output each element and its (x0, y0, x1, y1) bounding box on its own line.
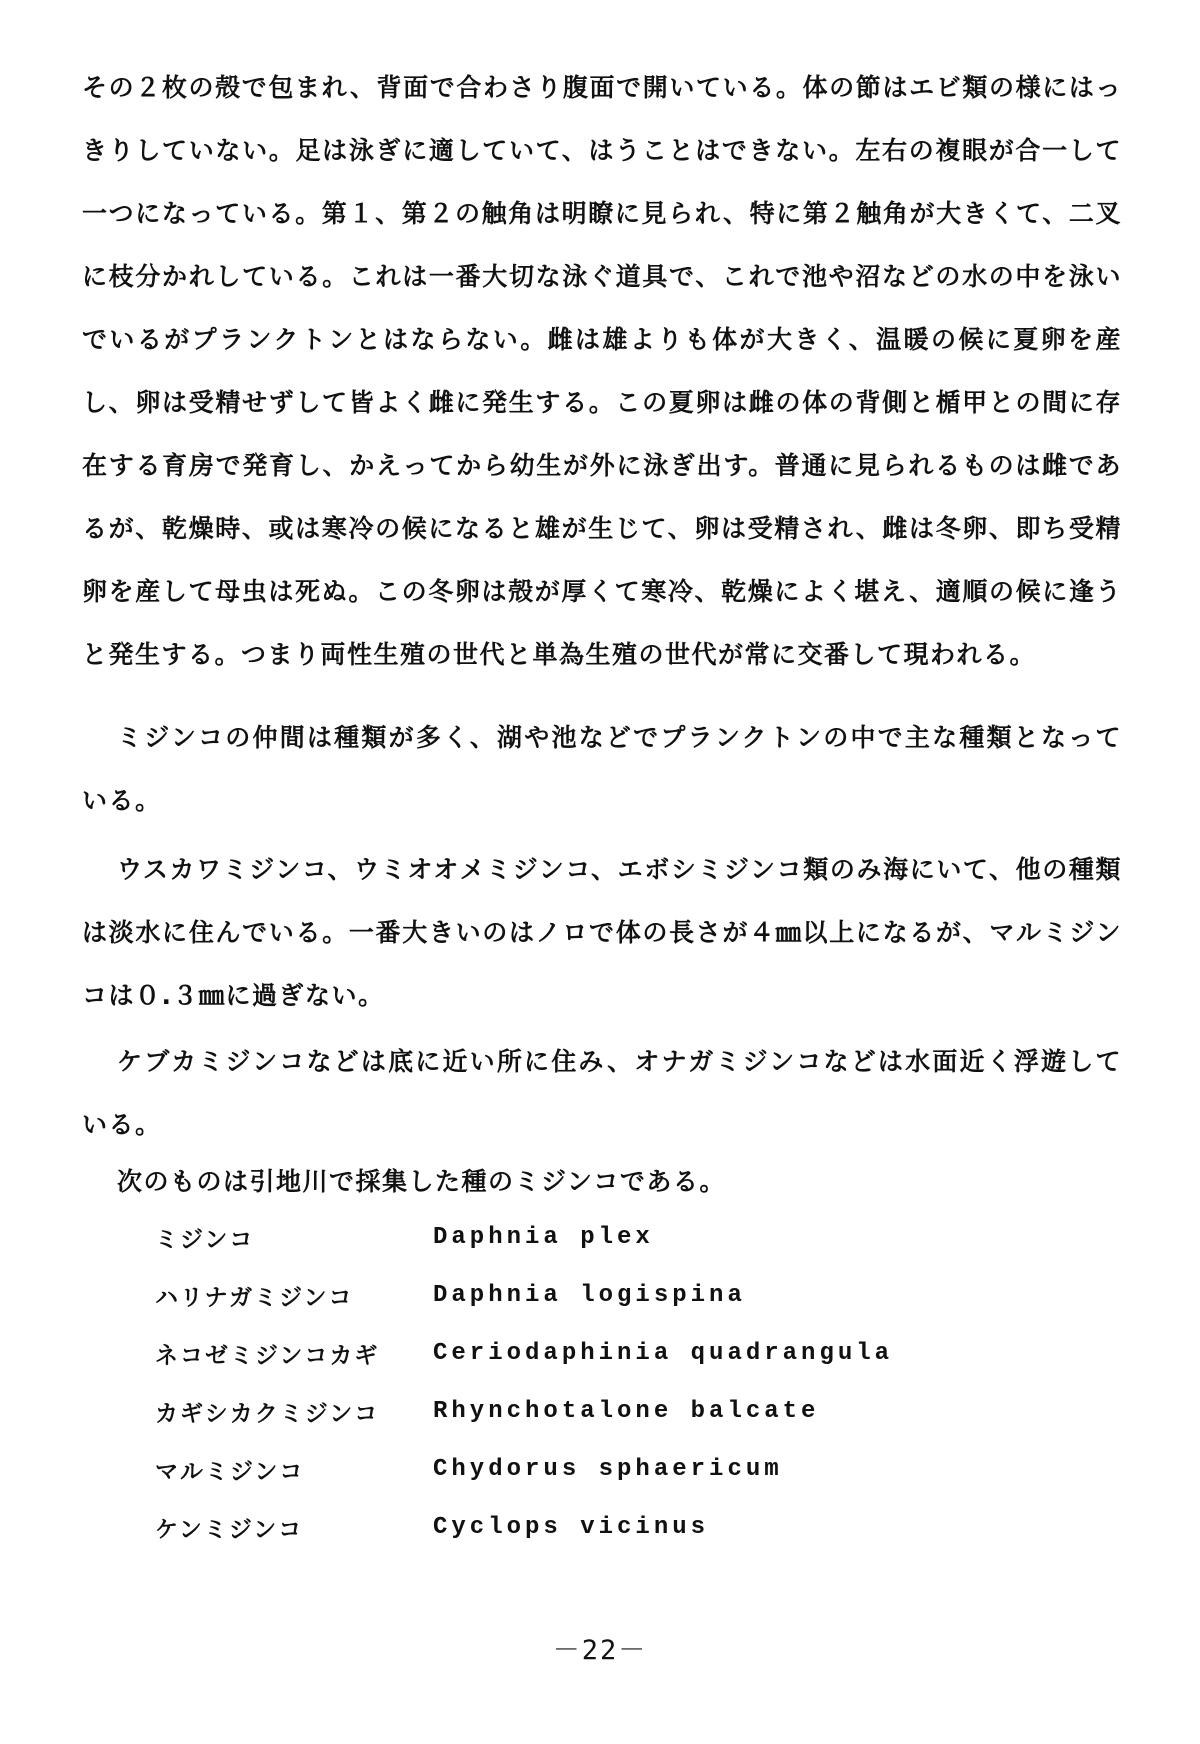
species-japanese-name: ミジンコ (155, 1226, 255, 1253)
species-japanese-name: ハリナガミジンコ (155, 1284, 354, 1311)
species-row (155, 1266, 1055, 1324)
species-intro: 次のものは引地川で採集した種のミジンコである。 (117, 1167, 726, 1196)
species-row (155, 1440, 1055, 1498)
species-latin-name: Daphnia logispina (433, 1281, 746, 1309)
species-row (155, 1324, 1055, 1382)
page-number: －22－ (552, 1635, 648, 1666)
species-latin-name: Rhynchotalone balcate (433, 1397, 820, 1425)
species-row (155, 1498, 1055, 1556)
species-japanese-name: カギシカクミジンコ (155, 1400, 380, 1427)
species-row (155, 1382, 1055, 1440)
species-row (155, 1208, 1055, 1266)
species-japanese-name: ネコゼミジンコカギ (155, 1342, 380, 1369)
species-japanese-name: ケンミジンコ (155, 1516, 304, 1543)
species-latin-name: Chydorus sphaericum (433, 1455, 783, 1483)
species-latin-name: Daphnia plex (433, 1223, 654, 1251)
species-latin-name: Cyclops vicinus (433, 1513, 710, 1541)
body-paragraph-4: ケブカミジンコなどは底に近い所に住み、オナガミジンコなどは水面近く浮遊している。 (82, 1047, 1122, 1139)
species-latin-name: Ceriodaphinia quadrangula (433, 1339, 894, 1367)
species-list (155, 1208, 1055, 1556)
body-paragraph-1: その２枚の殻で包まれ、背面で合わさり腹面で開いている。体の節はエビ類の様にはっきりしていない。足は泳ぎに適していて、はうことはできない。左右の複眼が合一して一つになっている。第１、第２の触角は明瞭に見られ、特に第２触角が大きくて、二叉に枝分かれしている。これは一番大切な泳ぐ道具で、これで池や沼などの水の中を泳いでいるがプランクトンとはならない。雌は雄よりも体が大きく、温暖の候に夏卵を産し、卵は受精せずして皆よく雌に発生する。この夏卵は雌の体の背側と楯甲との間に存在する育房で発育し、かえってから幼生が外に泳ぎ出す。普通に見られるものは雌であるが、乾燥時、或は寒冷の候になると雄が生じて、卵は受精され、雌は冬卵、即ち受精卵を産して母虫は死ぬ。この冬卵は殻が厚くて寒冷、乾燥によく堪え、適順の候に逢うと発生する。つまり両性生殖の世代と単為生殖の世代が常に交番して現われる。 (82, 73, 1122, 669)
body-paragraph-2: ミジンコの仲間は種類が多く、湖や池などでプランクトンの中で主な種類となっている。 (82, 723, 1122, 815)
species-japanese-name: マルミジンコ (155, 1458, 305, 1485)
body-paragraph-3: ウスカワミジンコ、ウミオオメミジンコ、エボシミジンコ類のみ海にいて、他の種類は淡水に住んでいる。一番大きいのはノロで体の長さが４㎜以上になるが、マルミジンコは０.３㎜に過ぎない。 (82, 855, 1122, 1010)
